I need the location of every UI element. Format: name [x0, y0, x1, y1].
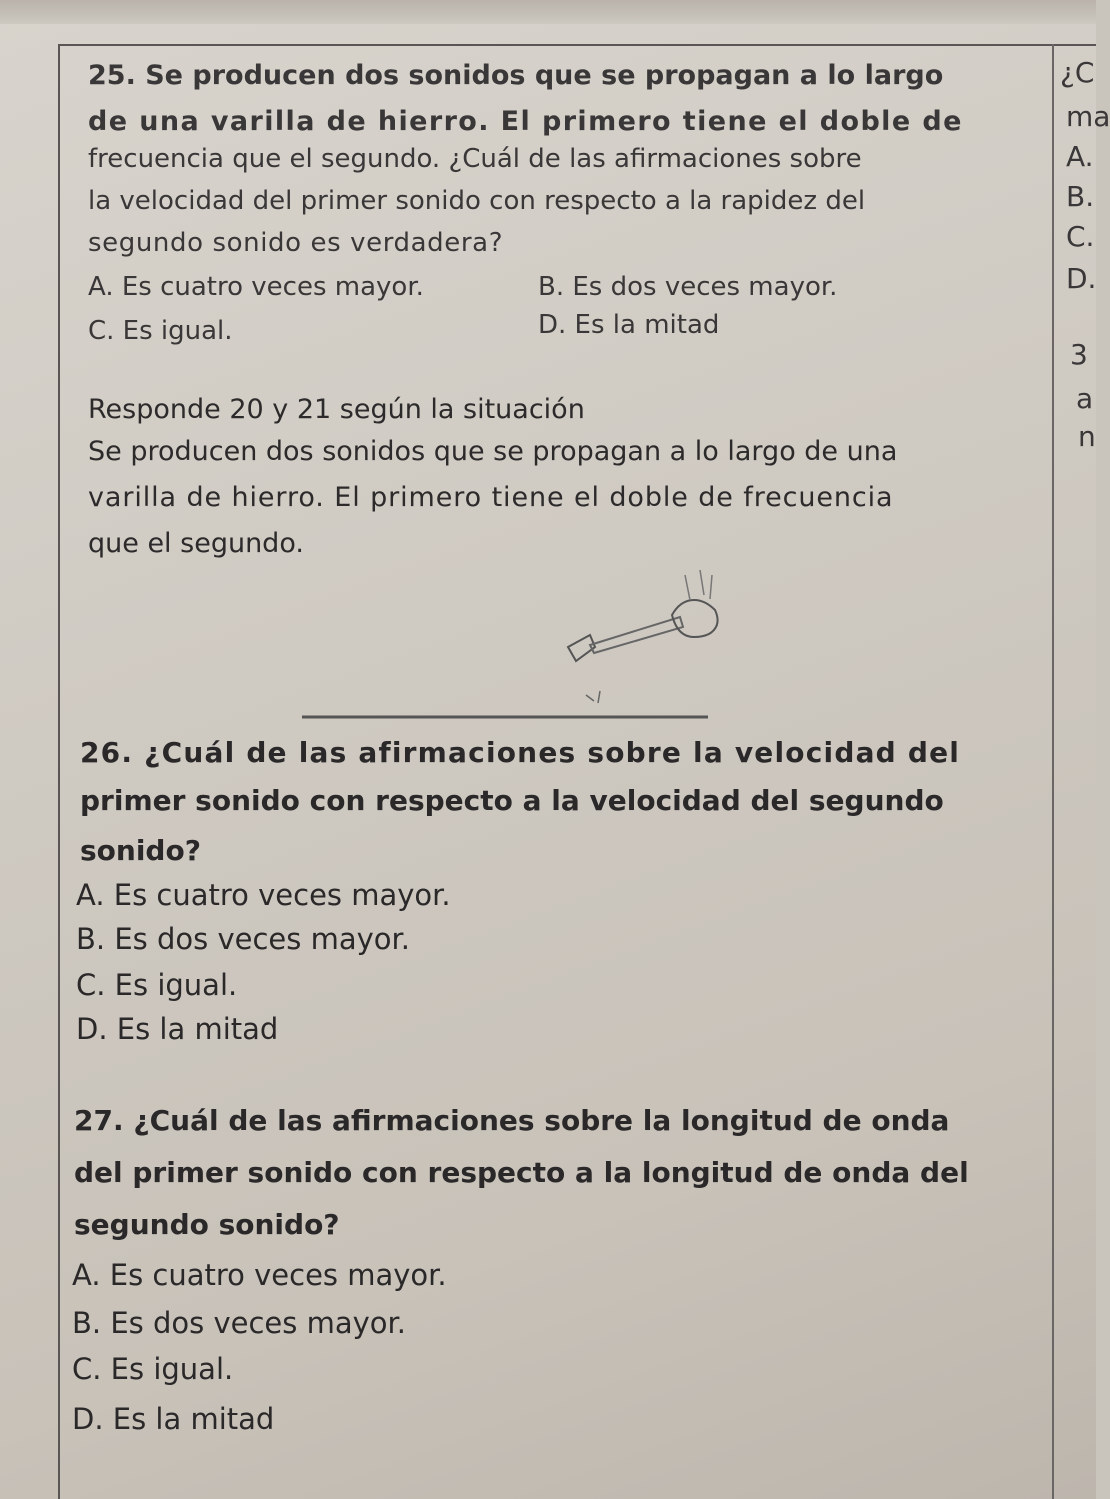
q25-line-3: frecuencia que el segundo. ¿Cuál de las afirmaciones sobre [88, 144, 862, 174]
column-divider-line [1052, 44, 1054, 1499]
q26-line-2: primer sonido con respecto a la velocidad del segundo [80, 784, 944, 817]
paper-top-edge [0, 0, 1096, 24]
right-fragment-4: B. [1066, 180, 1095, 213]
q27-line-3: segundo sonido? [74, 1208, 340, 1241]
q26-option-a[interactable]: A. Es cuatro veces mayor. [76, 878, 451, 912]
q27-option-d[interactable]: D. Es la mitad [72, 1402, 275, 1436]
q25-option-d[interactable]: D. Es la mitad [538, 310, 720, 340]
situation-line-1: Se producen dos sonidos que se propagan a lo largo de una [88, 436, 898, 467]
hammer-rod-illustration [290, 555, 720, 730]
q25-option-b[interactable]: B. Es dos veces mayor. [538, 272, 838, 302]
q25-option-c[interactable]: C. Es igual. [88, 316, 233, 346]
q26-line-3: sonido? [80, 834, 201, 867]
left-margin-line [58, 44, 60, 1499]
right-fragment-9: n [1078, 420, 1096, 453]
right-fragment-5: C. [1066, 220, 1095, 253]
right-fragment-1: ¿C [1060, 56, 1095, 89]
q27-line-2: del primer sonido con respecto a la longitud de onda del [74, 1156, 969, 1189]
q25-line-5: segundo sonido es verdadera? [88, 228, 504, 258]
q26-option-c[interactable]: C. Es igual. [76, 968, 238, 1002]
q25-line-4: la velocidad del primer sonido con respecto a la rapidez del [88, 186, 866, 216]
arm-sketch [685, 570, 712, 600]
q26-option-d[interactable]: D. Es la mitad [76, 1012, 279, 1046]
situation-line-3: que el segundo. [88, 528, 304, 559]
q25-line-2: de una varilla de hierro. El primero tiene el doble de [88, 106, 963, 137]
right-fragment-7: 3 [1070, 338, 1088, 371]
hammer-handle [590, 617, 683, 653]
right-fragment-6: D. [1066, 262, 1097, 295]
situation-line-2: varilla de hierro. El primero tiene el doble de frecuencia [88, 482, 894, 513]
top-border-line [60, 44, 1096, 46]
q25-line-1: 25. Se producen dos sonidos que se propagan a lo largo [88, 60, 944, 91]
q27-option-c[interactable]: C. Es igual. [72, 1352, 234, 1386]
q26-line-1: 26. ¿Cuál de las afirmaciones sobre la velocidad del [80, 736, 961, 769]
q25-option-a[interactable]: A. Es cuatro veces mayor. [88, 272, 424, 302]
hand [672, 600, 717, 637]
right-fragment-2: ma [1066, 100, 1110, 133]
right-fragment-8: a [1076, 382, 1094, 415]
q27-option-a[interactable]: A. Es cuatro veces mayor. [72, 1258, 447, 1292]
q27-line-1: 27. ¿Cuál de las afirmaciones sobre la longitud de onda [74, 1104, 950, 1137]
impact-mark [586, 691, 600, 703]
situation-heading: Responde 20 y 21 según la situación [88, 394, 585, 425]
q26-option-b[interactable]: B. Es dos veces mayor. [76, 922, 410, 956]
q27-option-b[interactable]: B. Es dos veces mayor. [72, 1306, 406, 1340]
right-fragment-3: A. [1066, 140, 1094, 173]
